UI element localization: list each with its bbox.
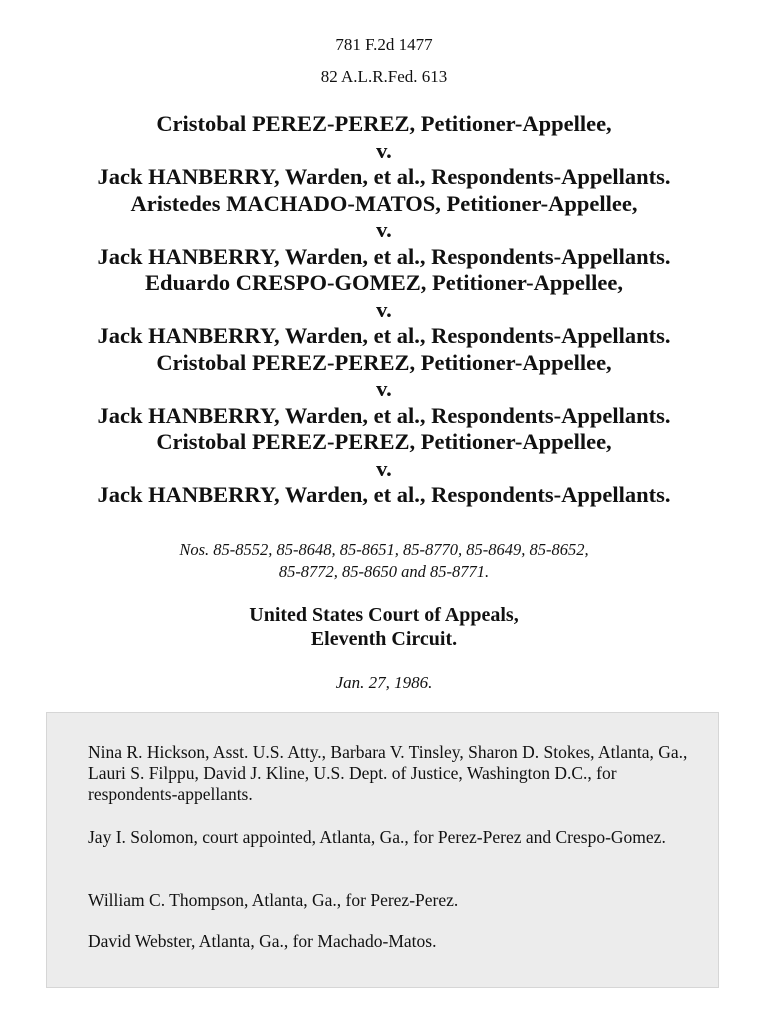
caption-line: Jack HANBERRY, Warden, et al., Respondents-Appellants. bbox=[97, 243, 671, 269]
caption-line: Aristedes MACHADO-MATOS, Petitioner-Appellee, bbox=[130, 190, 638, 216]
caption-line: Eduardo CRESPO-GOMEZ, Petitioner-Appellee, bbox=[145, 270, 623, 295]
caption-line: Jack HANBERRY, Warden, et al., Respondents-Appellants. bbox=[97, 323, 671, 348]
court-line-1: United States Court of Appeals, bbox=[249, 604, 519, 626]
caption-line: Jack HANBERRY, Warden, et al., Respondents-Appellants. bbox=[97, 164, 671, 189]
caption-versus: v. bbox=[376, 217, 392, 242]
counsel-section bbox=[46, 712, 719, 988]
caption-versus: v. bbox=[376, 296, 392, 322]
court-name bbox=[0, 603, 768, 651]
caption-versus: v. bbox=[376, 137, 392, 163]
counsel-entry: Jay I. Solomon, court appointed, Atlanta, Ga., for Perez-Perez and Crespo-Gomez. bbox=[88, 827, 666, 847]
docket-line-1: Nos. 85-8552, 85-8648, 85-8651, 85-8770, 85-8649, 85-8652, bbox=[179, 540, 589, 559]
caption-versus: v. bbox=[376, 455, 392, 481]
reporter-citation: 781 F.2d 1477 bbox=[335, 35, 433, 54]
decision-date: Jan. 27, 1986. bbox=[335, 673, 433, 692]
caption-line: Jack HANBERRY, Warden, et al., Respondents-Appellants. bbox=[97, 482, 671, 507]
case-caption bbox=[0, 111, 768, 509]
caption-line: Jack HANBERRY, Warden, et al., Respondents-Appellants. bbox=[97, 402, 671, 428]
court-line-2: Eleventh Circuit. bbox=[310, 628, 458, 650]
caption-line: Cristobal PEREZ-PEREZ, Petitioner-Appellee, bbox=[156, 111, 612, 136]
counsel-entry: Nina R. Hickson, Asst. U.S. Atty., Barbara V. Tinsley, Sharon D. Stokes, Atlanta, Ga., Lauri S. Filppu, David J. Kline, U.S. Dept. of Justice, Washington D.C., for respondents-appellants. bbox=[88, 742, 688, 804]
alr-citation: 82 A.L.R.Fed. 613 bbox=[320, 67, 448, 86]
caption-line: Cristobal PEREZ-PEREZ, Petitioner-Appellee, bbox=[156, 429, 612, 454]
counsel-entry: William C. Thompson, Atlanta, Ga., for Perez-Perez. bbox=[88, 890, 459, 910]
counsel-entry: David Webster, Atlanta, Ga., for Machado-Matos. bbox=[88, 931, 437, 951]
caption-line: Cristobal PEREZ-PEREZ, Petitioner-Appellee, bbox=[156, 349, 612, 375]
docket-line-2: 85-8772, 85-8650 and 85-8771. bbox=[278, 562, 490, 581]
docket-numbers bbox=[0, 539, 768, 583]
caption-versus: v. bbox=[376, 376, 392, 401]
